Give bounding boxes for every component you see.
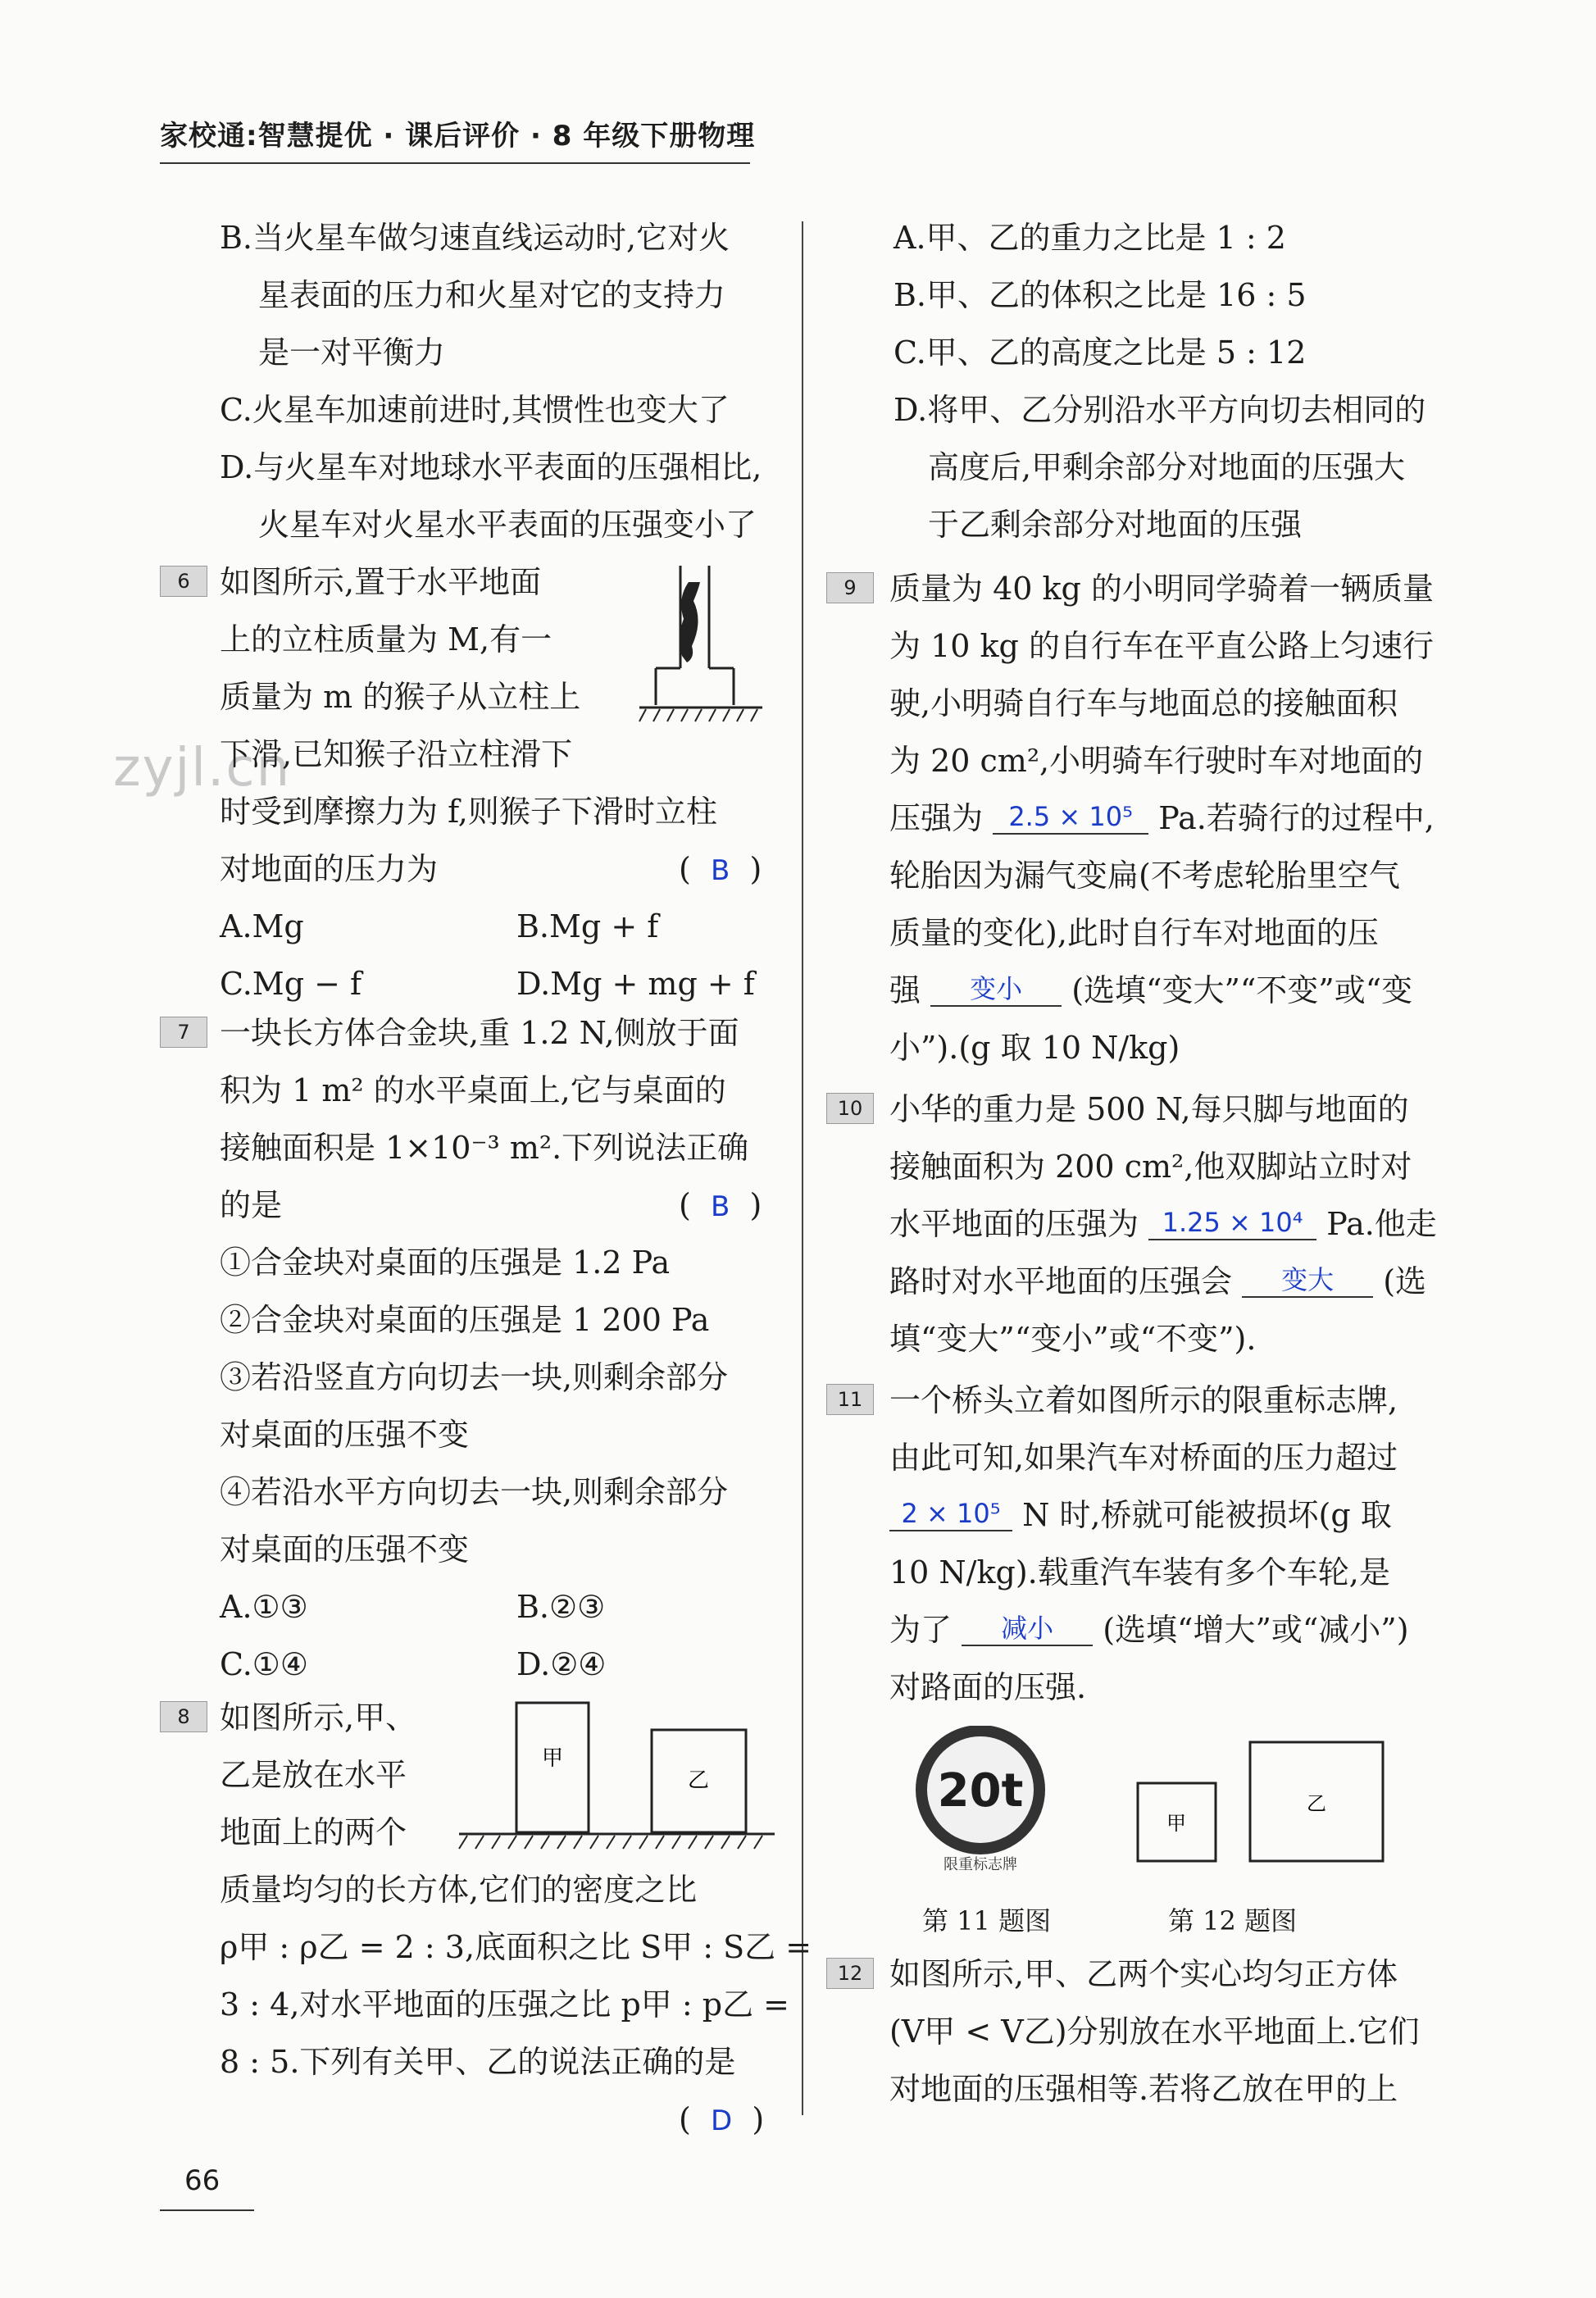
q7-line2: 积为 1 m² 的水平桌面上,它与桌面的 [220, 1072, 726, 1108]
question-number-9: 9 [826, 572, 874, 603]
q6-line4: 下滑,已知猴子沿立柱滑下 [220, 736, 573, 772]
q7-statement-4a: ④若沿水平方向切去一块,则剩余部分 [220, 1474, 729, 1510]
figure-12-caption: 第 12 题图 [1168, 1905, 1298, 1936]
cube-jia-label: 甲 [1166, 1812, 1186, 1835]
q10-line4-suffix: (选 [1383, 1263, 1427, 1299]
q5-option-d-line2: 火星车对火星水平表面的压强变小了 [258, 507, 757, 543]
q7-statement-3a: ③若沿竖直方向切去一块,则剩余部分 [220, 1359, 729, 1395]
q7-option-c: C.①④ [220, 1646, 308, 1682]
q8-line1: 如图所示,甲、 [220, 1700, 417, 1736]
q7-line1: 一块长方体合金块,重 1.2 N,侧放于面 [220, 1015, 739, 1051]
q5-option-b-line1: B.当火星车做匀速直线运动时,它对火 [220, 220, 730, 256]
q9-line3: 驶,小明骑自行车与地面总的接触面积 [889, 685, 1398, 721]
q7-line3: 接触面积是 1×10⁻³ m².下列说法正确 [220, 1130, 749, 1166]
q7-option-a: A.①③ [220, 1589, 308, 1625]
watermark: zyjl.cn [113, 738, 292, 799]
q6-answer-bracket: ( B ) [679, 851, 762, 887]
q11-line3 [889, 1499, 1392, 1535]
q10-blank-change: 变大 [1242, 1263, 1373, 1298]
q11-line3-suffix: N 时,桥就可能被损坏(g 取 [1022, 1497, 1392, 1533]
q12-cubes-figure [1131, 1734, 1394, 1869]
q9-line1: 质量为 40 kg 的小明同学骑着一辆质量 [889, 571, 1434, 607]
q10-line2: 接触面积为 200 cm²,他双脚站立时对 [889, 1149, 1412, 1185]
q7-option-d: D.②④ [516, 1646, 607, 1682]
q9-line4: 为 20 cm²,小明骑车行驶时车对地面的 [889, 743, 1424, 779]
page-number-rule [160, 2209, 254, 2211]
figure-11-caption: 第 11 题图 [922, 1905, 1052, 1936]
q8-answer: D [710, 2105, 733, 2137]
q11-line6: 对路面的压强. [889, 1669, 1087, 1705]
q8-option-d-line3: 于乙剩余部分对地面的压强 [928, 507, 1303, 543]
question-number-6: 6 [160, 566, 207, 597]
q5-option-b-line2: 星表面的压力和火星对它的支持力 [258, 277, 726, 313]
q11-blank-force: 2 × 10⁵ [889, 1497, 1012, 1531]
question-number-7: 7 [160, 1017, 207, 1048]
question-number-11: 11 [826, 1384, 874, 1415]
q7-option-b: B.②③ [516, 1589, 606, 1625]
q10-line1: 小华的重力是 500 N,每只脚与地面的 [889, 1091, 1409, 1127]
q9-line8 [889, 974, 1412, 1010]
q9-line2: 为 10 kg 的自行车在平直公路上匀速行 [889, 628, 1434, 664]
q6-line2: 上的立柱质量为 M,有一 [220, 621, 552, 658]
q8-line7: 8 : 5.下列有关甲、乙的说法正确的是 [220, 2044, 736, 2080]
q6-option-b: B.Mg + f [516, 908, 659, 944]
question-number-8: 8 [160, 1701, 207, 1732]
q9-blank-change: 变小 [930, 972, 1062, 1007]
q9-line6: 轮胎因为漏气变扁(不考虑轮胎里空气 [889, 858, 1400, 894]
q8-line4: 质量均匀的长方体,它们的密度之比 [220, 1872, 698, 1908]
q6-line3: 质量为 m 的猴子从立柱上 [220, 679, 581, 715]
q6-line1: 如图所示,置于水平地面 [220, 564, 542, 600]
q6-option-a: A.Mg [220, 908, 304, 944]
q11-line2: 由此可知,如果汽车对桥面的压力超过 [889, 1440, 1398, 1476]
q8-line5: ρ甲 : ρ乙 = 2 : 3,底面积之比 S甲 : S乙 = [220, 1929, 812, 1965]
weight-limit-sign-figure [910, 1726, 1053, 1877]
q11-line5-prefix: 为了 [889, 1612, 953, 1648]
block-jia-label: 甲 [541, 1746, 564, 1771]
q11-line5 [889, 1613, 1409, 1650]
monkey-post-figure [631, 562, 771, 734]
q7-statement-3b: 对桌面的压强不变 [220, 1417, 470, 1453]
sign-caption: 限重标志牌 [944, 1856, 1017, 1873]
q9-line7: 质量的变化),此时自行车对地面的压 [889, 915, 1379, 951]
q6-answer: B [710, 854, 730, 887]
q10-line4-prefix: 路时对水平地面的压强会 [889, 1263, 1233, 1299]
q8-option-c: C.甲、乙的高度之比是 5 : 12 [893, 334, 1307, 371]
q7-statement-4b: 对桌面的压强不变 [220, 1531, 470, 1568]
q10-line4 [889, 1265, 1426, 1301]
q9-line8-prefix: 强 [889, 972, 921, 1008]
q10-line5: 填“变大”“变小”或“不变”). [889, 1321, 1257, 1357]
q11-line1: 一个桥头立着如图所示的限重标志牌, [889, 1382, 1398, 1418]
monkey-icon [680, 582, 700, 662]
q8-option-d-line2: 高度后,甲剩余部分对地面的压强大 [928, 449, 1406, 485]
sign-weight-text: 20t [937, 1764, 1024, 1818]
q12-line2: (V甲 < V乙)分别放在水平地面上.它们 [889, 2014, 1420, 2050]
q5-option-d-line1: D.与火星车对地球水平表面的压强相比, [220, 449, 762, 485]
q8-option-b: B.甲、乙的体积之比是 16 : 5 [893, 277, 1307, 313]
page-number: 66 [184, 2164, 221, 2197]
q7-answer: B [710, 1190, 730, 1223]
q9-blank-pressure: 2.5 × 10⁵ [993, 800, 1148, 835]
q8-line6: 3 : 4,对水平地面的压强之比 p甲 : p乙 = [220, 1986, 790, 2023]
question-number-12: 12 [826, 1958, 874, 1989]
q6-option-c: C.Mg − f [220, 966, 362, 1002]
block-yi-label: 乙 [687, 1768, 710, 1793]
q11-blank-change: 减小 [962, 1612, 1093, 1646]
column-divider [802, 221, 803, 2115]
q6-line5: 时受到摩擦力为 f,则猴子下滑时立柱 [220, 794, 717, 830]
q8-answer-bracket: ( D ) [679, 2101, 765, 2137]
q7-statement-2: ②合金块对桌面的压强是 1 200 Pa [220, 1302, 710, 1338]
q7-statement-1: ①合金块对桌面的压强是 1.2 Pa [220, 1245, 671, 1281]
q7-answer-bracket: ( B ) [679, 1187, 762, 1223]
q11-line5-suffix: (选填“增大”或“减小”) [1103, 1612, 1409, 1648]
q9-line9: 小”).(g 取 10 N/kg) [889, 1030, 1180, 1066]
header-rule [160, 162, 750, 164]
q9-line5-suffix: Pa.若骑行的过程中, [1158, 800, 1435, 836]
q10-line3 [889, 1208, 1437, 1244]
q7-line4: 的是 [220, 1187, 283, 1223]
q8-line2: 乙是放在水平 [220, 1757, 407, 1793]
q11-line4: 10 N/kg).载重汽车装有多个车轮,是 [889, 1554, 1390, 1590]
q10-blank-pressure: 1.25 × 10⁴ [1148, 1206, 1316, 1240]
q10-line3-suffix: Pa.他走 [1326, 1206, 1437, 1242]
q5-option-c: C.火星车加速前进时,其惯性也变大了 [220, 392, 730, 428]
q9-line5-prefix: 压强为 [889, 800, 984, 836]
q8-option-a: A.甲、乙的重力之比是 1 : 2 [893, 220, 1286, 256]
q12-line1: 如图所示,甲、乙两个实心均匀正方体 [889, 1956, 1398, 1992]
q5-option-b-line3: 是一对平衡力 [258, 334, 446, 371]
cube-yi-label: 乙 [1307, 1792, 1326, 1815]
q9-line5 [889, 802, 1435, 838]
q10-line3-prefix: 水平地面的压强为 [889, 1206, 1139, 1242]
q6-option-d: D.Mg + mg + f [516, 966, 755, 1002]
q6-line6: 对地面的压力为 [220, 851, 439, 887]
q12-line3: 对地面的压强相等.若将乙放在甲的上 [889, 2071, 1398, 2107]
page-header: 家校通:智慧提优 · 课后评价 · 8 年级下册物理 [160, 120, 756, 152]
q8-blocks-figure [455, 1693, 779, 1865]
question-number-10: 10 [826, 1093, 874, 1124]
q9-line8-suffix: (选填“变大”“不变”或“变 [1071, 972, 1413, 1008]
q8-line3: 地面上的两个 [220, 1814, 407, 1850]
q8-option-d-line1: D.将甲、乙分别沿水平方向切去相同的 [893, 392, 1426, 428]
